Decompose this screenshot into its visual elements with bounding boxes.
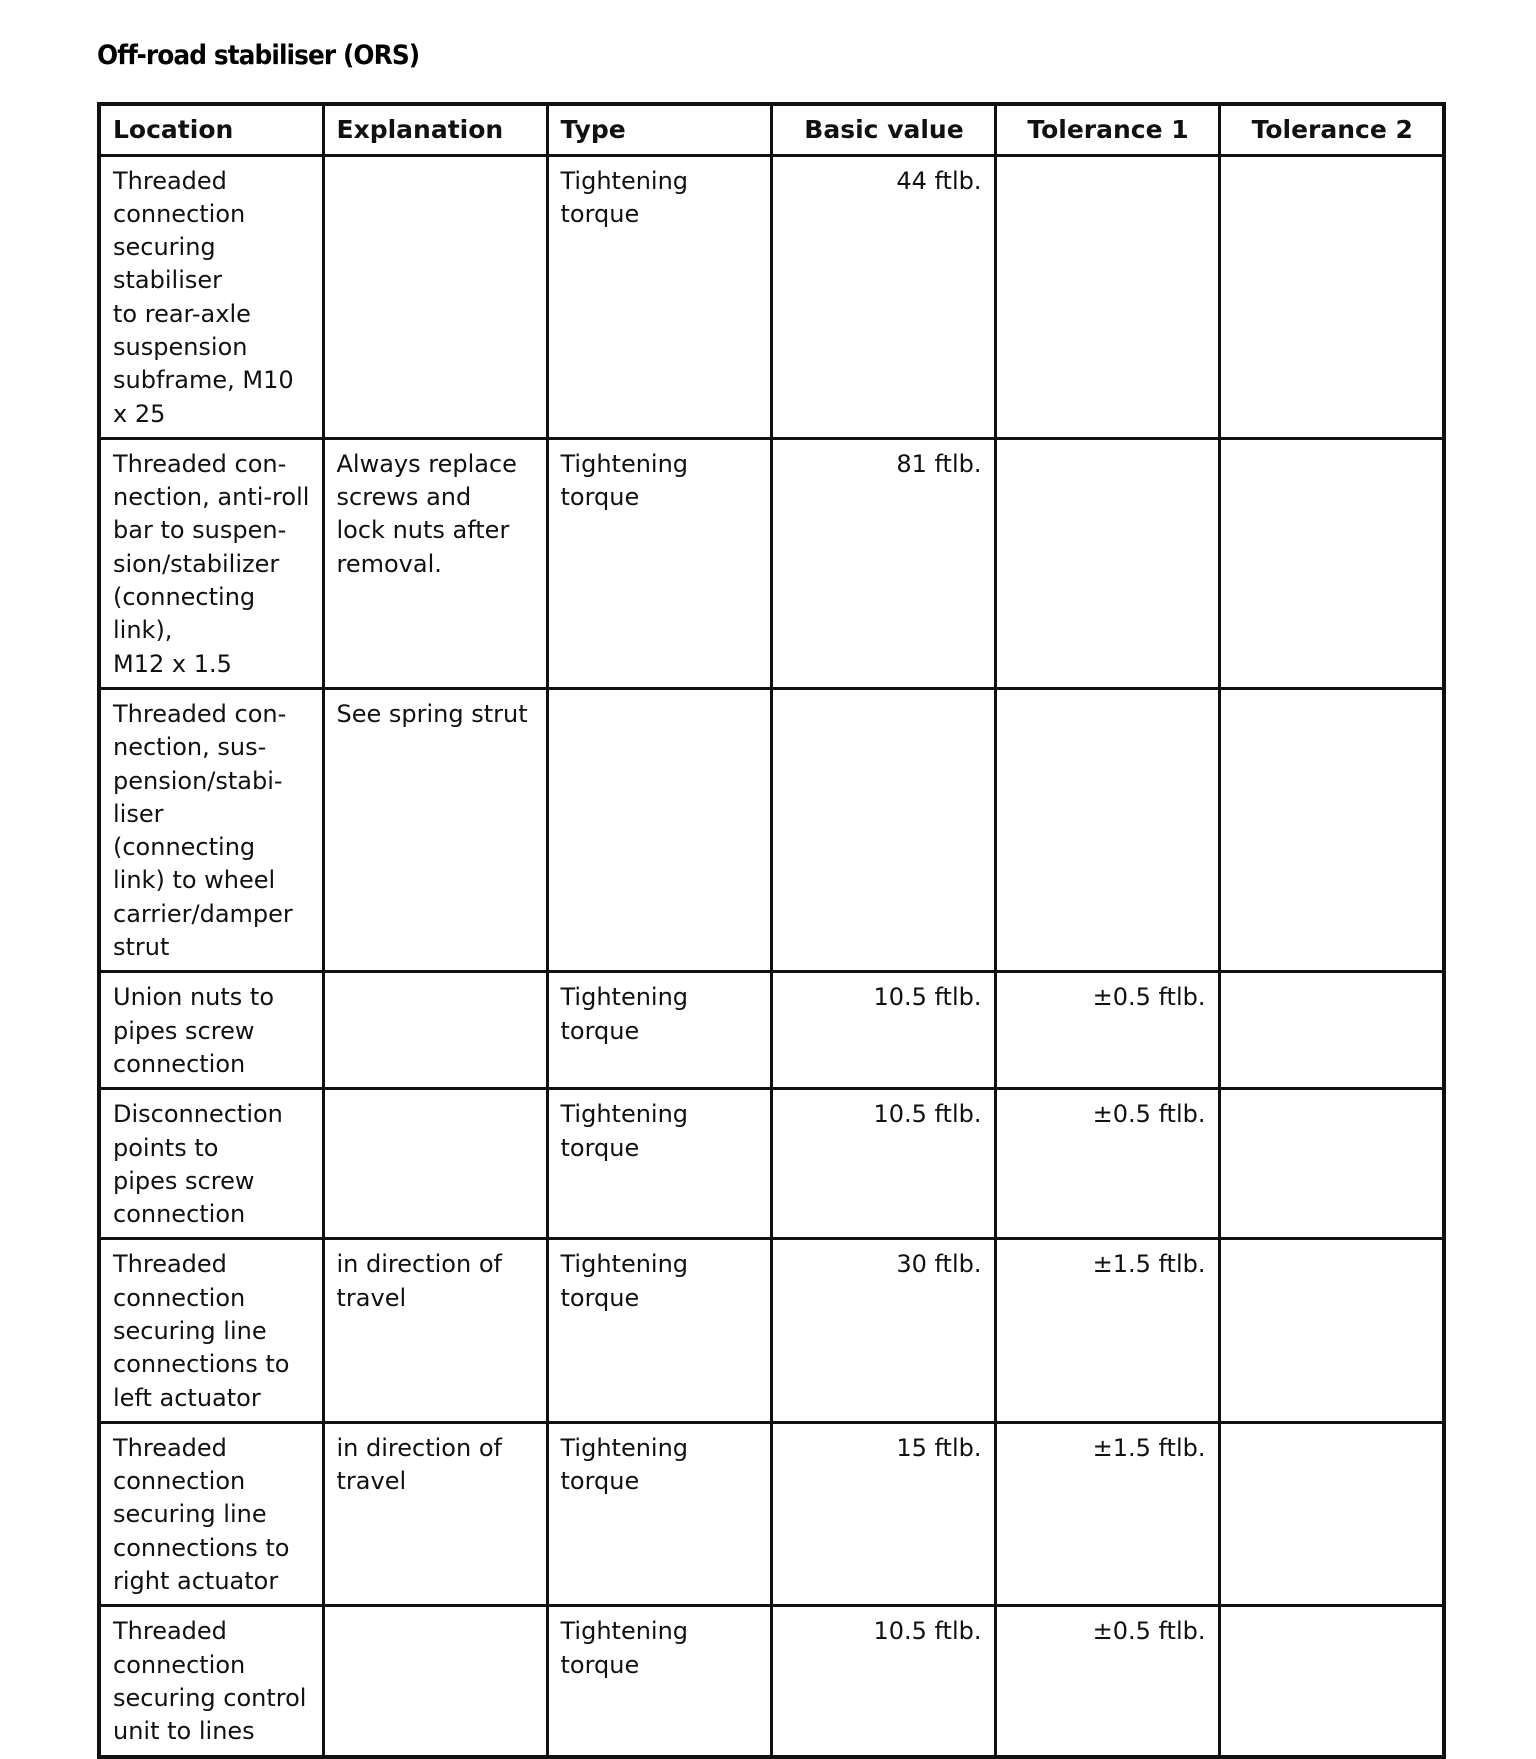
cell-tolerance-1: ±1.5 ftlb. <box>995 1422 1219 1605</box>
cell-location: Threaded connection securing line connections to right actuator <box>99 1422 323 1605</box>
cell-basic-value: 30 ftlb. <box>771 1239 995 1422</box>
cell-tolerance-1 <box>995 688 1219 971</box>
cell-tolerance-2 <box>1219 1422 1444 1605</box>
cell-basic-value: 81 ftlb. <box>771 438 995 688</box>
cell-tolerance-1: ±1.5 ftlb. <box>995 1239 1219 1422</box>
cell-tolerance-2 <box>1219 155 1444 438</box>
page-title: Off-road stabiliser (ORS) <box>97 40 420 71</box>
cell-basic-value: 10.5 ftlb. <box>771 972 995 1089</box>
cell-type: Tightening torque <box>547 1422 771 1605</box>
table-row <box>99 1239 1444 1422</box>
cell-explanation <box>323 1089 547 1239</box>
table-row <box>99 688 1444 971</box>
cell-explanation <box>323 155 547 438</box>
cell-type: Tightening torque <box>547 1606 771 1757</box>
cell-type: Tightening torque <box>547 972 771 1089</box>
cell-tolerance-1 <box>995 438 1219 688</box>
cell-tolerance-2 <box>1219 438 1444 688</box>
cell-basic-value: 15 ftlb. <box>771 1422 995 1605</box>
cell-tolerance-1: ±0.5 ftlb. <box>995 1606 1219 1757</box>
cell-tolerance-2 <box>1219 972 1444 1089</box>
cell-explanation: in direction of travel <box>323 1422 547 1605</box>
column-header-location: Location <box>99 104 323 155</box>
cell-tolerance-1 <box>995 155 1219 438</box>
cell-location: Threaded con- nection, anti-roll bar to suspen- sion/stabilizer (connecting link), M12 x 1.5 <box>99 438 323 688</box>
cell-explanation <box>323 972 547 1089</box>
table-row <box>99 438 1444 688</box>
cell-type: Tightening torque <box>547 438 771 688</box>
cell-type: Tightening torque <box>547 1089 771 1239</box>
cell-location: Threaded connection securing control unit to lines <box>99 1606 323 1757</box>
cell-tolerance-2 <box>1219 1089 1444 1239</box>
cell-basic-value <box>771 688 995 971</box>
column-header-tolerance-2: Tolerance 2 <box>1219 104 1444 155</box>
cell-explanation: in direction of travel <box>323 1239 547 1422</box>
column-header-basic-value: Basic value <box>771 104 995 155</box>
cell-basic-value: 10.5 ftlb. <box>771 1606 995 1757</box>
table-row <box>99 1089 1444 1239</box>
cell-tolerance-1: ±0.5 ftlb. <box>995 1089 1219 1239</box>
cell-location: Threaded connection securing line connections to left actuator <box>99 1239 323 1422</box>
column-header-tolerance-1: Tolerance 1 <box>995 104 1219 155</box>
cell-explanation: See spring strut <box>323 688 547 971</box>
table-header-row <box>99 104 1444 155</box>
cell-basic-value: 10.5 ftlb. <box>771 1089 995 1239</box>
table-row <box>99 155 1444 438</box>
cell-basic-value: 44 ftlb. <box>771 155 995 438</box>
cell-location: Threaded connection securing stabiliser to rear-axle suspension subframe, M10 x 25 <box>99 155 323 438</box>
cell-location: Disconnection points to pipes screw connection <box>99 1089 323 1239</box>
table-row <box>99 1422 1444 1605</box>
cell-explanation <box>323 1606 547 1757</box>
cell-type: Tightening torque <box>547 155 771 438</box>
cell-type <box>547 688 771 971</box>
table-row <box>99 1606 1444 1757</box>
cell-tolerance-1: ±0.5 ftlb. <box>995 972 1219 1089</box>
cell-explanation: Always replace screws and lock nuts after removal. <box>323 438 547 688</box>
specification-table <box>97 102 1446 1759</box>
cell-type: Tightening torque <box>547 1239 771 1422</box>
cell-tolerance-2 <box>1219 1606 1444 1757</box>
cell-tolerance-2 <box>1219 1239 1444 1422</box>
cell-location: Threaded con- nection, sus- pension/stabi- liser (connecting link) to wheel carrier/damper strut <box>99 688 323 971</box>
column-header-explanation: Explanation <box>323 104 547 155</box>
cell-location: Union nuts to pipes screw connection <box>99 972 323 1089</box>
column-header-type: Type <box>547 104 771 155</box>
table-row <box>99 972 1444 1089</box>
cell-tolerance-2 <box>1219 688 1444 971</box>
